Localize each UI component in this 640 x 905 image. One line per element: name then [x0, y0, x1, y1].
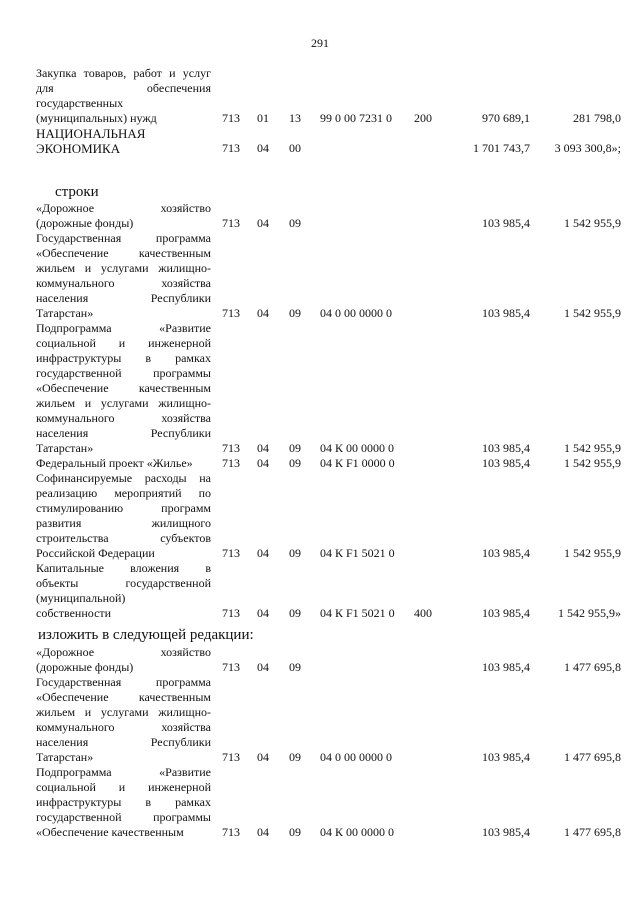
row-name-line: инфраструктуры в рамках — [36, 795, 211, 809]
row-name-line: объекты государственной — [36, 576, 211, 590]
row-name-line: строительства субъектов — [36, 531, 211, 545]
section-code: 04 — [257, 456, 269, 470]
row-name-line: Татарстан» — [36, 306, 94, 320]
row-name-line: жильем и услугами жилищно- — [36, 396, 211, 410]
section-code: 04 — [257, 306, 269, 320]
section-code: 04 — [257, 825, 269, 839]
subsection-code: 13 — [289, 111, 301, 125]
section-code: 04 — [257, 141, 269, 155]
table-row — [0, 456, 640, 471]
row-name-line: НАЦИОНАЛЬНАЯ — [36, 126, 146, 141]
dept-code: 713 — [222, 660, 240, 674]
subsection-code: 09 — [289, 660, 301, 674]
row-name — [36, 321, 211, 456]
row-name — [36, 645, 211, 675]
row-name-line: Государственная программа — [36, 231, 211, 245]
expense-type-code: 200 — [414, 111, 432, 125]
dept-code: 713 — [222, 456, 240, 470]
row-name-line: реализацию мероприятий по — [36, 486, 211, 500]
amount-year-2: 1 477 695,8 — [564, 750, 621, 764]
row-name — [36, 561, 211, 621]
subsection-code: 09 — [289, 825, 301, 839]
amount-year-1: 970 689,1 — [482, 111, 530, 125]
dept-code: 713 — [222, 606, 240, 620]
dept-code: 713 — [222, 750, 240, 764]
row-name-line: жильем и услугами жилищно- — [36, 261, 211, 275]
row-name-line: Подпрограмма «Развитие — [36, 321, 211, 335]
subsection-code: 09 — [289, 306, 301, 320]
subsection-code: 00 — [289, 141, 301, 155]
row-name-line: социальной и инженерной — [36, 780, 211, 794]
row-name-line: для обеспечения — [36, 81, 211, 95]
row-name-line: стимулированию программ — [36, 501, 211, 515]
amount-year-1: 103 985,4 — [482, 546, 530, 560]
page-number: 291 — [311, 36, 329, 50]
dept-code: 713 — [222, 441, 240, 455]
row-name-line: населения Республики — [36, 735, 211, 749]
row-name-line: Закупка товаров, работ и услуг — [36, 66, 211, 80]
dept-code: 713 — [222, 546, 240, 560]
row-name-line: Государственная программа — [36, 675, 211, 689]
row-name-line: «Обеспечение качественным — [36, 381, 211, 395]
section-code: 01 — [257, 111, 269, 125]
amount-year-1: 103 985,4 — [482, 660, 530, 674]
amount-year-1: 103 985,4 — [482, 306, 530, 320]
table-row — [0, 561, 640, 621]
amount-year-2: 281 798,0 — [573, 111, 621, 125]
row-name-line: коммунального хозяйства — [36, 720, 211, 734]
row-name-line: Татарстан» — [36, 750, 94, 764]
amount-year-2: 1 542 955,9» — [558, 606, 621, 620]
amount-year-2: 1 542 955,9 — [564, 216, 621, 230]
table-row — [0, 765, 640, 840]
row-name-line: государственной программы — [36, 366, 211, 380]
dept-code: 713 — [222, 111, 240, 125]
amount-year-1: 103 985,4 — [482, 456, 530, 470]
row-name-line: инфраструктуры в рамках — [36, 351, 211, 365]
row-name — [36, 201, 211, 231]
target-article-code: 04 0 00 0000 0 — [320, 306, 392, 320]
row-name-line: коммунального хозяйства — [36, 411, 211, 425]
amount-year-2: 1 542 955,9 — [564, 546, 621, 560]
row-name — [36, 126, 211, 156]
amount-year-1: 1 701 743,7 — [473, 141, 530, 155]
row-name-line: Подпрограмма «Развитие — [36, 765, 211, 779]
row-name-line: населения Республики — [36, 426, 211, 440]
row-name-line: ЭКОНОМИКА — [36, 141, 121, 156]
row-name-line: населения Республики — [36, 291, 211, 305]
subsection-code: 09 — [289, 441, 301, 455]
amount-year-1: 103 985,4 — [482, 606, 530, 620]
row-name — [36, 471, 211, 561]
table-row — [0, 66, 640, 126]
row-name-line: жильем и услугами жилищно- — [36, 705, 211, 719]
amount-year-1: 103 985,4 — [482, 825, 530, 839]
row-name — [36, 231, 211, 321]
expense-type-code: 400 — [414, 606, 432, 620]
row-name-line: Софинансируемые расходы на — [36, 471, 211, 485]
row-name-line: коммунального хозяйства — [36, 276, 211, 290]
row-name-line: «Обеспечение качественным — [36, 246, 211, 260]
target-article-code: 04 К 00 0000 0 — [320, 825, 395, 839]
section-heading-new-edition: изложить в следующей редакции: — [38, 627, 254, 643]
row-name-line: «Обеспечение качественным — [36, 690, 211, 704]
amount-year-1: 103 985,4 — [482, 750, 530, 764]
row-name-line: Российской Федерации — [36, 546, 155, 560]
subsection-code: 09 — [289, 216, 301, 230]
target-article-code: 04 К 00 0000 0 — [320, 441, 395, 455]
row-name-line: Федеральный проект «Жилье» — [36, 456, 193, 470]
table-row — [0, 231, 640, 321]
dept-code: 713 — [222, 825, 240, 839]
row-name-line: (дорожные фонды) — [36, 216, 134, 230]
row-name-line: государственной программы — [36, 810, 211, 824]
table-row — [0, 471, 640, 561]
row-name-line: «Дорожное хозяйство — [36, 645, 211, 659]
amount-year-2: 1 542 955,9 — [564, 456, 621, 470]
row-name-line: (муниципальной) — [36, 591, 126, 605]
section-code: 04 — [257, 606, 269, 620]
target-article-code: 04 К F1 5021 0 — [320, 546, 395, 560]
target-article-code: 04 0 00 0000 0 — [320, 750, 392, 764]
section-code: 04 — [257, 750, 269, 764]
table-row — [0, 201, 640, 231]
amount-year-2: 1 477 695,8 — [564, 660, 621, 674]
amount-year-2: 1 477 695,8 — [564, 825, 621, 839]
subsection-code: 09 — [289, 456, 301, 470]
section-code: 04 — [257, 216, 269, 230]
table-row — [0, 645, 640, 675]
section-code: 04 — [257, 546, 269, 560]
row-name-line: Татарстан» — [36, 441, 94, 455]
section-code: 04 — [257, 660, 269, 674]
row-name-line: развития жилищного — [36, 516, 211, 530]
amount-year-2: 1 542 955,9 — [564, 441, 621, 455]
amount-year-2: 1 542 955,9 — [564, 306, 621, 320]
row-name-line: социальной и инженерной — [36, 336, 211, 350]
table-row — [0, 675, 640, 765]
row-name-line: государственных — [36, 96, 124, 110]
row-name — [36, 456, 211, 471]
dept-code: 713 — [222, 141, 240, 155]
table-row — [0, 321, 640, 456]
row-name-line: Капитальные вложения в — [36, 561, 211, 575]
section-code: 04 — [257, 441, 269, 455]
subsection-code: 09 — [289, 546, 301, 560]
subsection-code: 09 — [289, 750, 301, 764]
row-name-line: «Дорожное хозяйство — [36, 201, 211, 215]
row-name-line: собственности — [36, 606, 112, 620]
section-heading-rows: строки — [55, 184, 99, 200]
row-name-line: (муниципальных) нужд — [36, 111, 157, 125]
target-article-code: 04 К F1 5021 0 — [320, 606, 395, 620]
row-name — [36, 66, 211, 126]
amount-year-1: 103 985,4 — [482, 216, 530, 230]
amount-year-1: 103 985,4 — [482, 441, 530, 455]
table-row — [0, 126, 640, 156]
dept-code: 713 — [222, 216, 240, 230]
row-name-line: «Обеспечение качественным — [36, 825, 184, 839]
row-name-line: (дорожные фонды) — [36, 660, 134, 674]
amount-year-2: 3 093 300,8»; — [554, 141, 621, 155]
target-article-code: 99 0 00 7231 0 — [320, 111, 392, 125]
target-article-code: 04 К F1 0000 0 — [320, 456, 395, 470]
row-name — [36, 765, 211, 840]
dept-code: 713 — [222, 306, 240, 320]
row-name — [36, 675, 211, 765]
subsection-code: 09 — [289, 606, 301, 620]
